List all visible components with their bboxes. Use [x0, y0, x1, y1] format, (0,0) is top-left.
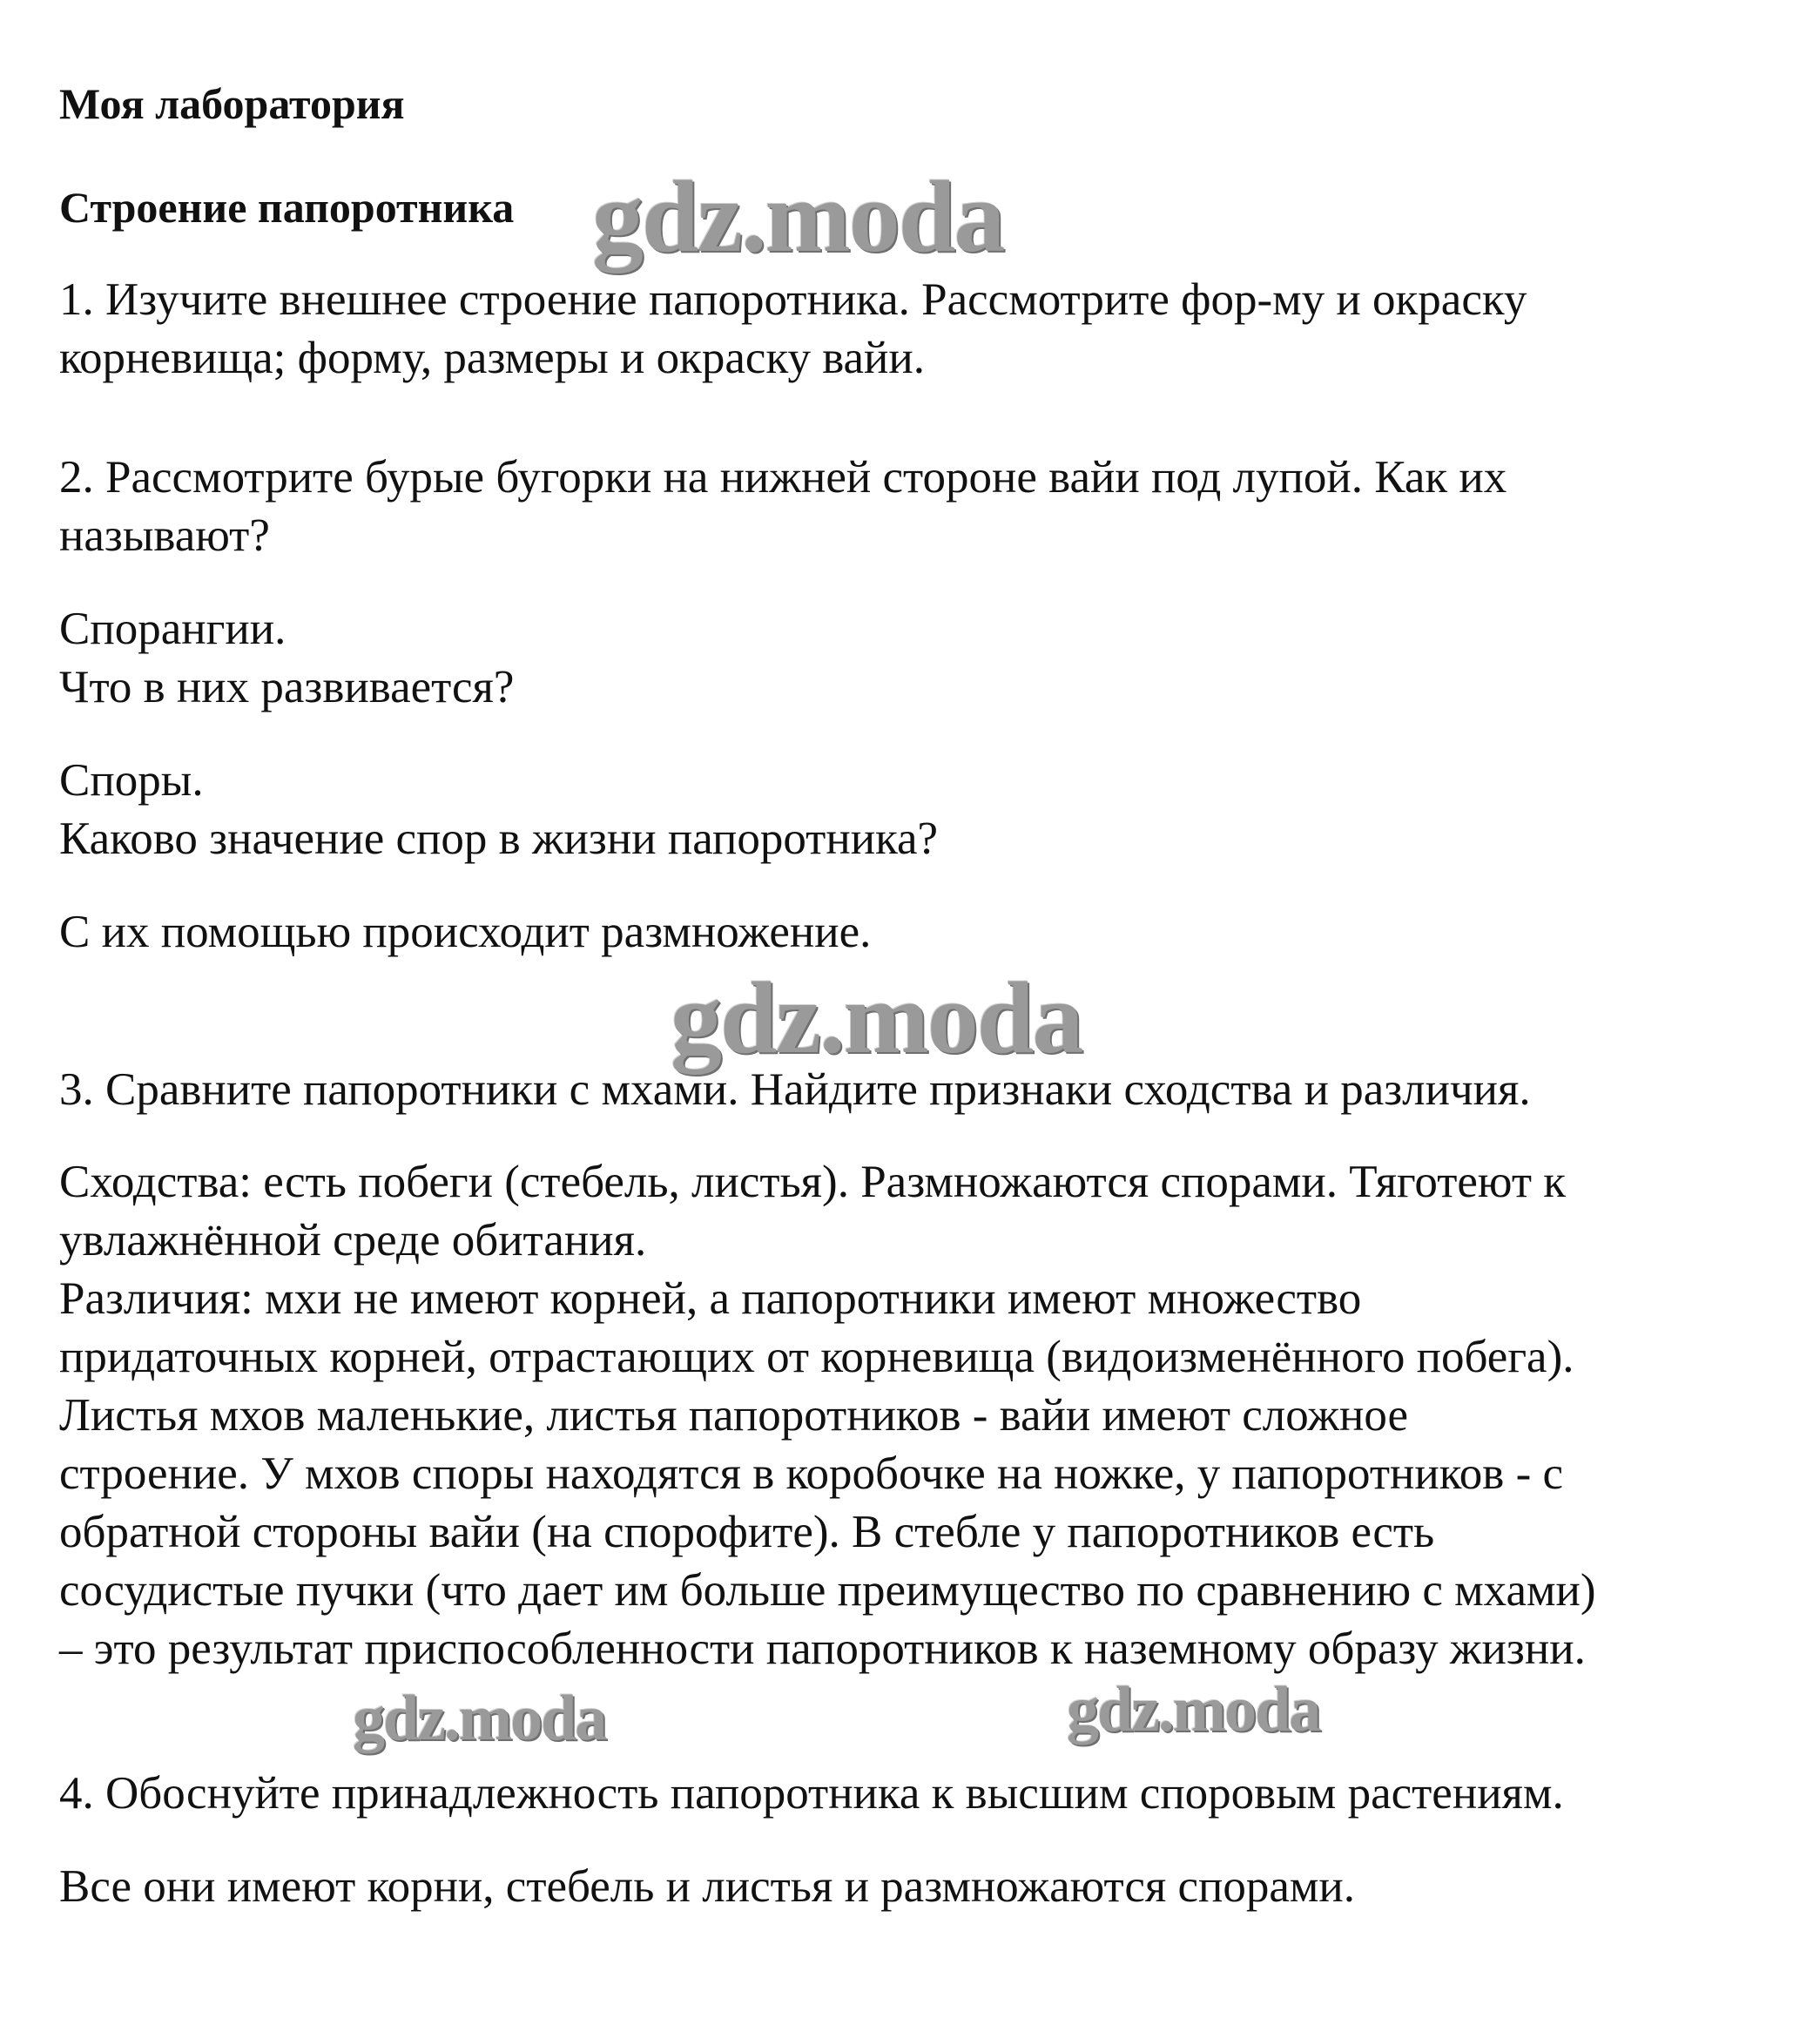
differences-line-5: обратной стороны вайи (на спорофите). В стебле у папоротников есть [59, 1507, 1435, 1557]
task-3-line-1: 3. Сравните папоротники с мхами. Найдите признаки сходства и различия. [59, 1064, 1531, 1115]
task-2-line-1: 2. Рассмотрите бурые бугорки на нижней стороне вайи под лупой. Как их [59, 452, 1507, 503]
watermark-logo: gdz.moda [353, 1683, 606, 1754]
answer-spores: Споры. [59, 755, 204, 806]
answer-reproduction: С их помощью происходит размножение. [59, 907, 872, 957]
task-4-line-1: 4. Обоснуйте принадлежность папоротника к высшим споровым растениям. [59, 1768, 1564, 1819]
differences-line-3: Листья мхов маленькие, листья папоротников - вайи имеют сложное [59, 1390, 1409, 1441]
section-title: Строение папоротника [59, 183, 515, 232]
question-spore-significance: Каково значение спор в жизни папоротника? [59, 813, 939, 864]
task-1-line-1: 1. Изучите внешнее строение папоротника. Рассмотрите фор-му и окраску [59, 274, 1527, 325]
answer-sporangia: Спорангии. [59, 604, 286, 654]
differences-line-7: – это результат приспособленности папоротников к наземному образу жизни. [59, 1623, 1586, 1674]
differences-line-2: придаточных корней, отрастающих от корневища (видоизменённого побега). [59, 1332, 1574, 1382]
answer-higher-spore-plants: Все они имеют корни, стебель и листья и размножаются спорами. [59, 1861, 1356, 1912]
watermark-logo: gdz.moda [1067, 1674, 1320, 1745]
question-what-develops: Что в них развивается? [59, 662, 515, 712]
watermark-logo: gdz.moda [671, 961, 1082, 1075]
task-1-line-2: корневища; форму, размеры и окраску вайи. [59, 333, 926, 383]
task-2-line-2: называют? [59, 510, 270, 561]
differences-line-1: Различия: мхи не имеют корней, а папоротники имеют множество [59, 1273, 1362, 1324]
differences-line-6: сосудистые пучки (что дает им больше преимущество по сравнению с мхами) [59, 1565, 1596, 1616]
similarities-line-2: увлажнённой среде обитания. [59, 1215, 647, 1266]
watermark-logo: gdz.moda [592, 159, 1004, 273]
similarities-line-1: Сходства: есть побеги (стебель, листья). Размножаются спорами. Тяготеют к [59, 1157, 1566, 1207]
differences-line-4: строение. У мхов споры находятся в коробочке на ножке, у папоротников - с [59, 1448, 1564, 1499]
page-heading: Моя лаборатория [59, 79, 405, 128]
